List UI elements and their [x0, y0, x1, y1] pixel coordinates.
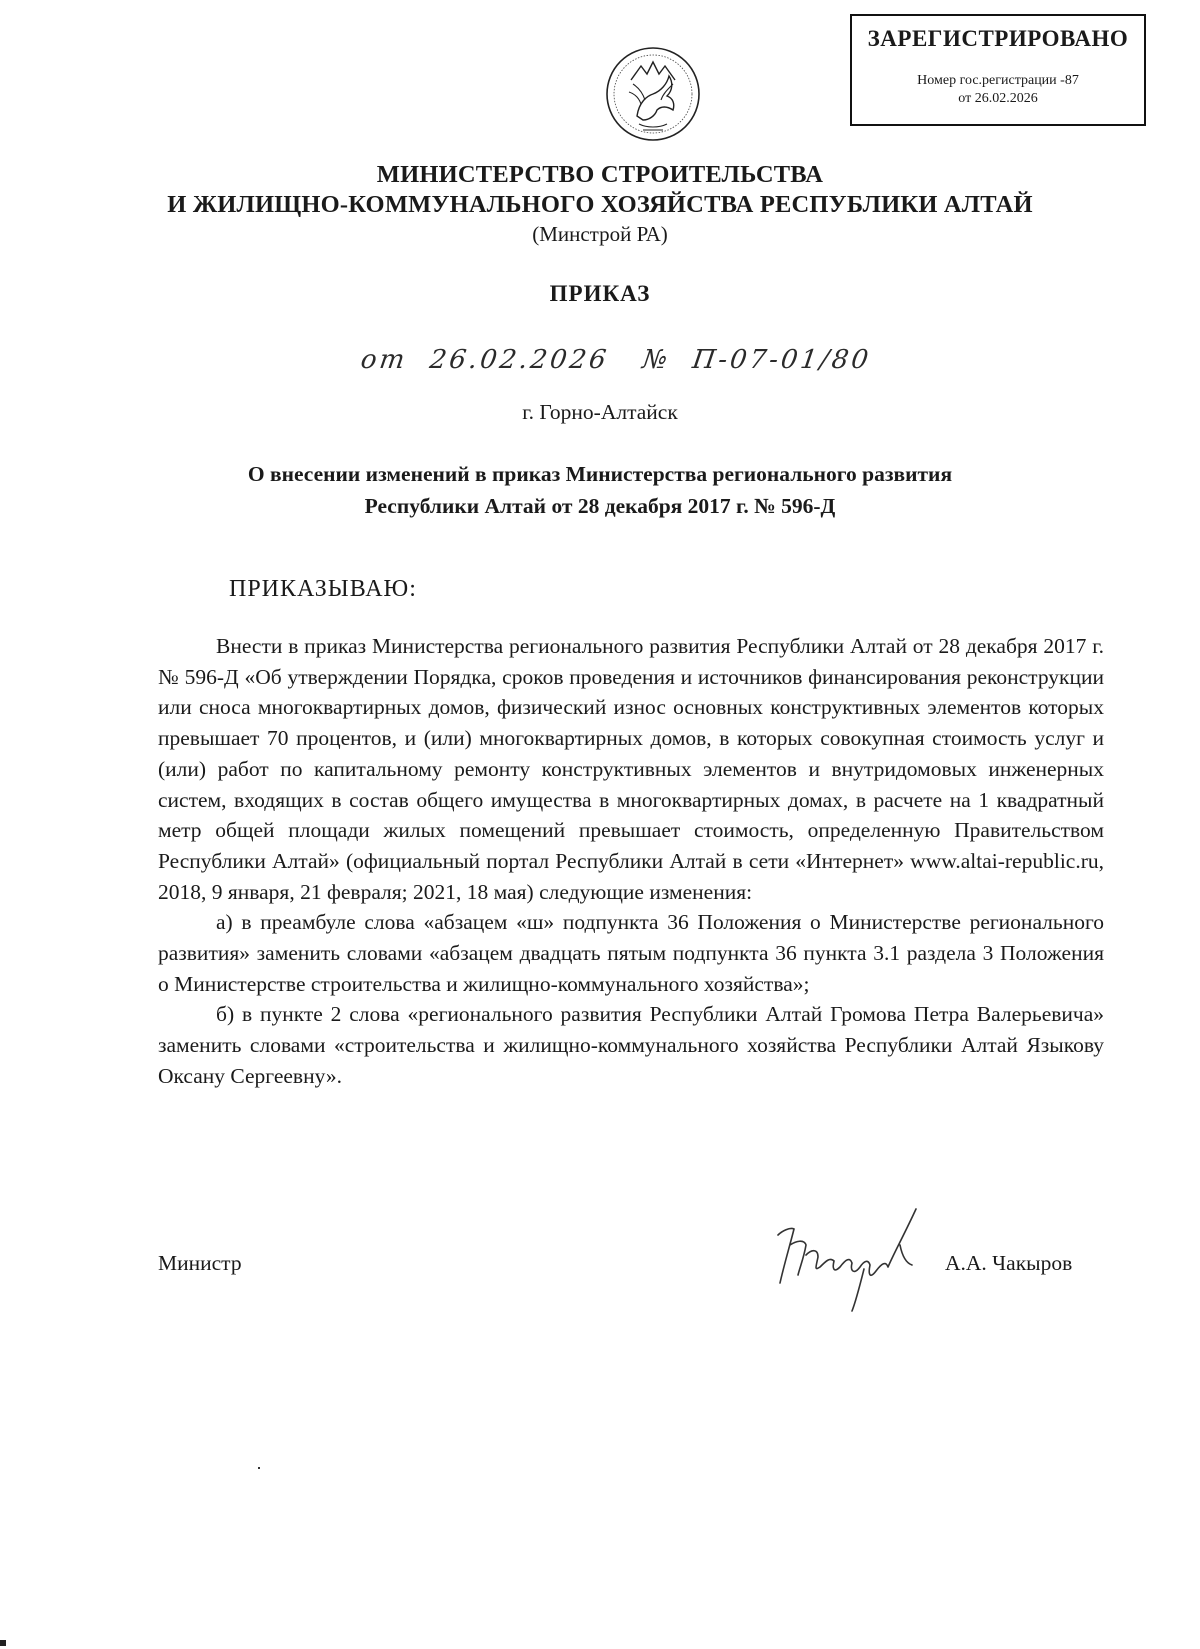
paragraph-b: б) в пункте 2 слова «регионального развития Республики Алтай Громова Петра Валерьевича» заменить словами «строительства и жилищно-коммунального хозяйства Республики Алтай Языкову Оксану Сергеевну».: [158, 1002, 1104, 1088]
paragraph-a: а) в преамбуле слова «абзацем «ш» подпункта 36 Положения о Министерстве регионального развития» заменить словами «абзацем двадцать пятым подпункта 36 пункта 3.1 раздела 3 Положения о Министерстве строительства и жилищно-коммунального хозяйства»;: [158, 910, 1104, 996]
handwritten-date: 26.02.2026: [427, 345, 611, 375]
order-subject-line1: О внесении изменений в приказ Министерства регионального развития: [247, 462, 953, 486]
scan-speck: [258, 1467, 260, 1469]
issue-place: г. Горно-Алтайск: [522, 400, 678, 424]
ministry-short-name: (Минстрой РА): [532, 222, 668, 246]
handwritten-number-sign: №: [640, 345, 673, 375]
stamp-title: ЗАРЕГИСТРИРОВАНО: [867, 26, 1129, 51]
document-kind: ПРИКАЗ: [549, 281, 651, 306]
registration-stamp: [850, 14, 1146, 126]
handwritten-signature-icon: [760, 1205, 930, 1315]
order-subject: [0, 458, 1200, 522]
signer-name: А.А. Чакыров: [945, 1251, 1073, 1275]
scan-corner-mark: [0, 1640, 6, 1646]
order-body: [158, 631, 1104, 1092]
paragraph-main: Внести в приказ Министерства регионального развития Республики Алтай от 28 декабря 2017 г. № 596-Д «Об утверждении Порядка, сроков проведения и источников финансирования реконструкции или сноса многоквартирных домов, физический износ основных конструктивных элементов которых превышает 70 процентов, и (или) многоквартирных домов, в которых совокупная стоимость услуг и (или) работ по капитальному ремонту конструктивных элементов и внутридомовых инженерных систем, входящих в состав общего имущества в многоквартирных домах, в расчете на 1 квадратный метр общей площади жилых помещений превышает стоимость, определенную Правительством Республики Алтай» (официальный портал Республики Алтай в сети «Интернет» www.altai-republic.ru, 2018, 9 января, 21 февраля; 2021, 18 мая) следующие изменения:: [158, 634, 1104, 904]
handwritten-number: П-07-01/80: [690, 345, 874, 375]
handwritten-date-number: [359, 345, 873, 375]
order-subject-line2: Республики Алтай от 28 декабря 2017 г. № 596-Д: [364, 494, 836, 518]
ministry-name-line1: МИНИСТЕРСТВО СТРОИТЕЛЬСТВА: [376, 161, 824, 188]
ministry-name: [0, 160, 1200, 220]
stamp-reg-date: от 26.02.2026: [958, 91, 1038, 106]
signer-role: Министр: [158, 1251, 242, 1275]
handwritten-prefix: от: [358, 345, 410, 375]
order-word: ПРИКАЗЫВАЮ:: [229, 576, 417, 602]
stamp-reg-number: Номер гос.регистрации -87: [917, 73, 1079, 88]
coat-of-arms-icon: [603, 44, 703, 144]
ministry-name-line2: И ЖИЛИЩНО-КОММУНАЛЬНОГО ХОЗЯЙСТВА РЕСПУБЛИКИ АЛТАЙ: [167, 191, 1033, 218]
